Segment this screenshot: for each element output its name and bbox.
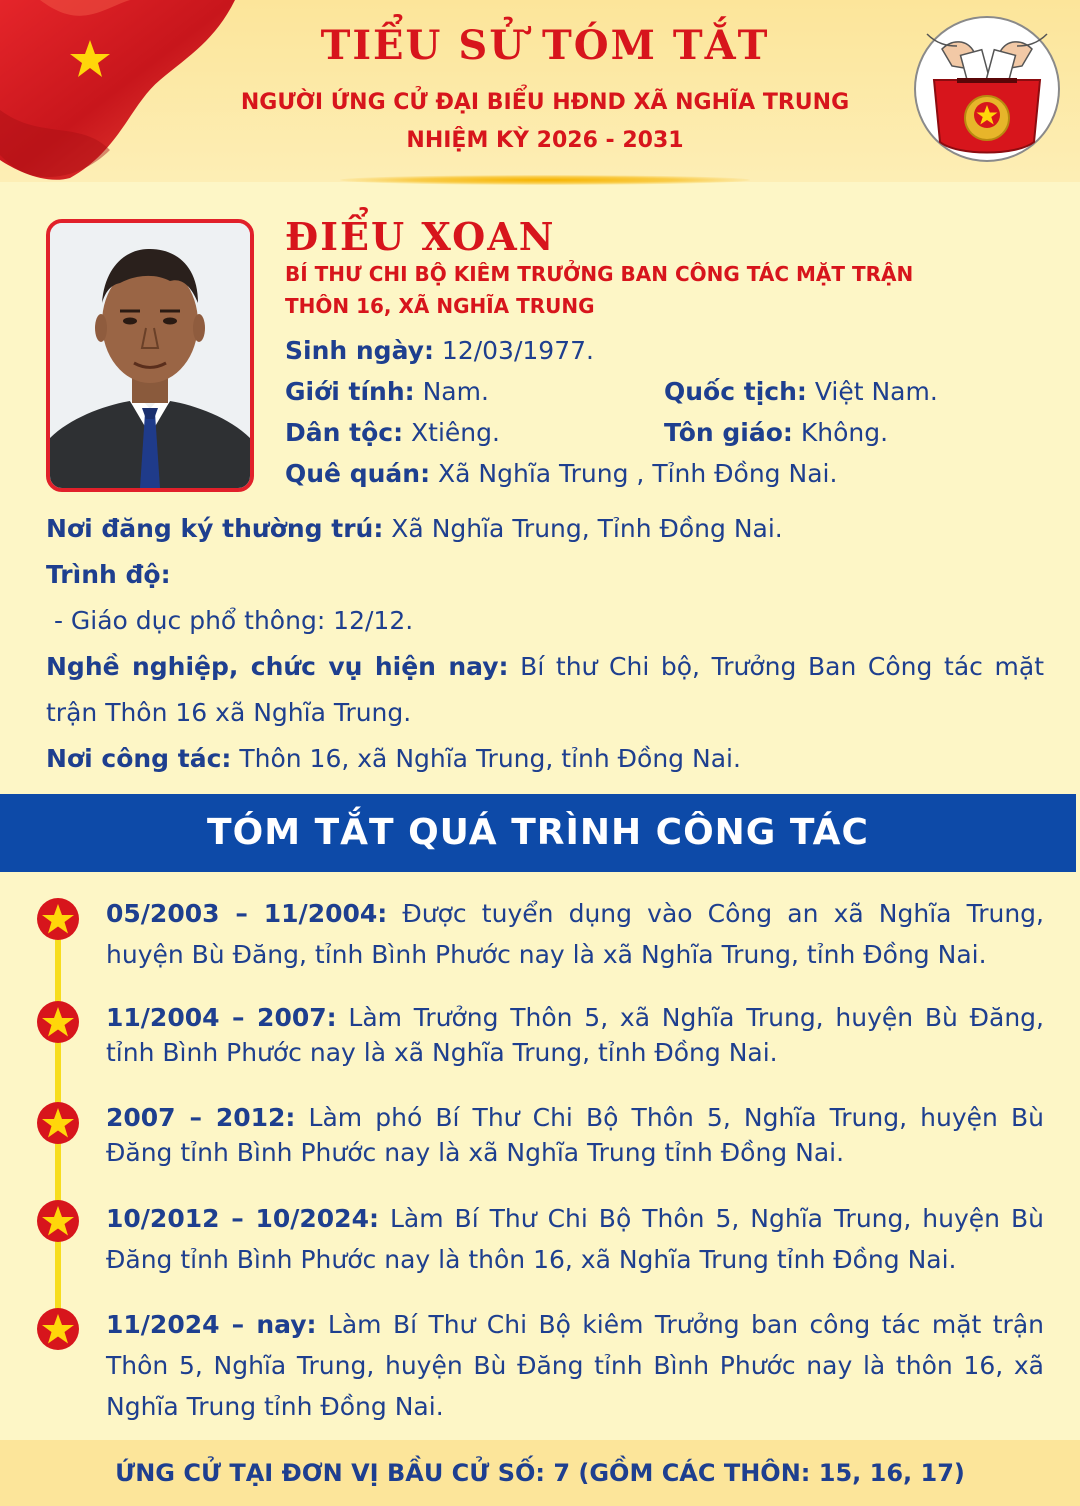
ethnicity-label: Dân tộc:: [285, 418, 404, 447]
subtitle-line-2: NHIỆM KỲ 2026 - 2031: [406, 128, 684, 153]
header: [0, 0, 1080, 182]
religion: [664, 418, 888, 447]
occupation: [46, 644, 1044, 736]
religion-label: Tôn giáo:: [664, 418, 793, 447]
timeline-text: Làm Bí Thư Chi Bộ Thôn 5, Nghĩa Trung, huyện Bù Đăng tỉnh Bình Phước nay là thôn 16, xã Nghĩa Trung tỉnh Đồng Nai.: [106, 1204, 1044, 1274]
nationality-value: Việt Nam.: [806, 377, 938, 406]
ethnicity: [285, 418, 500, 447]
subtitle-line-1: NGƯỜI ỨNG CỬ ĐẠI BIỂU HĐND XÃ NGHĨA TRUNG: [240, 90, 850, 115]
workplace-label: Nơi công tác:: [46, 744, 232, 773]
birth-date: [285, 336, 594, 365]
electoral-unit-footer: ỨNG CỬ TẠI ĐƠN VỊ BẦU CỬ SỐ: 7 (GỒM CÁC THÔN: 15, 16, 17): [0, 1440, 1080, 1506]
candidate-name: ĐIỂU XOAN: [285, 214, 556, 259]
section-title-banner: TÓM TẮT QUÁ TRÌNH CÔNG TÁC: [0, 794, 1076, 872]
page-title: TIỂU SỬ TÓM TẮT: [320, 22, 770, 69]
portrait-icon: [50, 223, 250, 488]
timeline-period: 10/2012 – 10/2024:: [106, 1204, 379, 1233]
gender: [285, 377, 489, 406]
star-icon: [36, 1101, 80, 1145]
timeline-item: [106, 1304, 1044, 1427]
hometown-value: Xã Nghĩa Trung , Tỉnh Đồng Nai.: [430, 459, 838, 488]
occupation-label: Nghề nghiệp, chức vụ hiện nay:: [46, 652, 509, 681]
nationality: [664, 377, 938, 406]
education: [46, 552, 1044, 598]
timeline-period: 11/2004 – 2007:: [106, 1003, 337, 1032]
religion-value: Không.: [792, 418, 889, 447]
header-divider-glow: [340, 175, 750, 185]
timeline-item: [106, 1100, 1044, 1170]
residence-value: Xã Nghĩa Trung, Tỉnh Đồng Nai.: [383, 514, 783, 543]
candidate-photo: [46, 219, 254, 492]
timeline-item: [106, 893, 1044, 975]
timeline-period: 11/2024 – nay:: [106, 1310, 317, 1339]
education-general: - Giáo dục phổ thông: 12/12.: [46, 606, 414, 635]
hometown: [285, 459, 837, 488]
timeline-text: Được tuyển dụng vào Công an xã Nghĩa Trung, huyện Bù Đăng, tỉnh Bình Phước nay là xã Nghĩa Trung, tỉnh Đồng Nai.: [106, 899, 1044, 969]
hometown-label: Quê quán:: [285, 459, 431, 488]
gender-label: Giới tính:: [285, 377, 415, 406]
timeline-period: 2007 – 2012:: [106, 1103, 296, 1132]
timeline-text: Làm Trưởng Thôn 5, xã Nghĩa Trung, huyện Bù Đăng, tỉnh Bình Phước nay là xã Nghĩa Trung, tỉnh Đồng Nai.: [106, 1003, 1044, 1067]
workplace: [46, 736, 1044, 782]
gender-value: Nam.: [414, 377, 489, 406]
timeline-text: Làm phó Bí Thư Chi Bộ Thôn 5, Nghĩa Trung, huyện Bù Đăng tỉnh Bình Phước nay là xã Nghĩa Trung tỉnh Đồng Nai.: [106, 1103, 1044, 1167]
star-icon: [36, 897, 80, 941]
star-icon: [36, 1000, 80, 1044]
timeline-item: [106, 1000, 1044, 1070]
ethnicity-value: Xtiêng.: [403, 418, 500, 447]
occupation-value: Bí thư Chi bộ, Trưởng Ban Công tác mặt trận Thôn 16 xã Nghĩa Trung.: [46, 652, 1044, 727]
candidate-position-line-1: BÍ THƯ CHI BỘ KIÊM TRƯỞNG BAN CÔNG TÁC MẶT TRẬN: [285, 262, 914, 286]
residence-label: Nơi đăng ký thường trú:: [46, 514, 384, 543]
nationality-label: Quốc tịch:: [664, 377, 807, 406]
residence: [46, 506, 1044, 552]
timeline-item: [106, 1198, 1044, 1280]
candidate-position-line-2: THÔN 16, XÃ NGHĨA TRUNG: [285, 294, 595, 318]
education-label: Trình độ:: [46, 560, 171, 589]
star-icon: [36, 1199, 80, 1243]
birth-date-label: Sinh ngày:: [285, 336, 434, 365]
timeline-period: 05/2003 – 11/2004:: [106, 899, 388, 928]
ballot-box-icon: [912, 14, 1062, 164]
star-icon: [36, 1307, 80, 1351]
birth-date-value: 12/03/1977.: [433, 336, 594, 365]
timeline-text: Làm Bí Thư Chi Bộ kiêm Trưởng ban công tác mặt trận Thôn 5, Nghĩa Trung, huyện Bù Đăng tỉnh Bình Phước nay là thôn 16, xã Nghĩa Trung tỉnh Đồng Nai.: [106, 1310, 1044, 1421]
workplace-value: Thôn 16, xã Nghĩa Trung, tỉnh Đồng Nai.: [231, 744, 741, 773]
